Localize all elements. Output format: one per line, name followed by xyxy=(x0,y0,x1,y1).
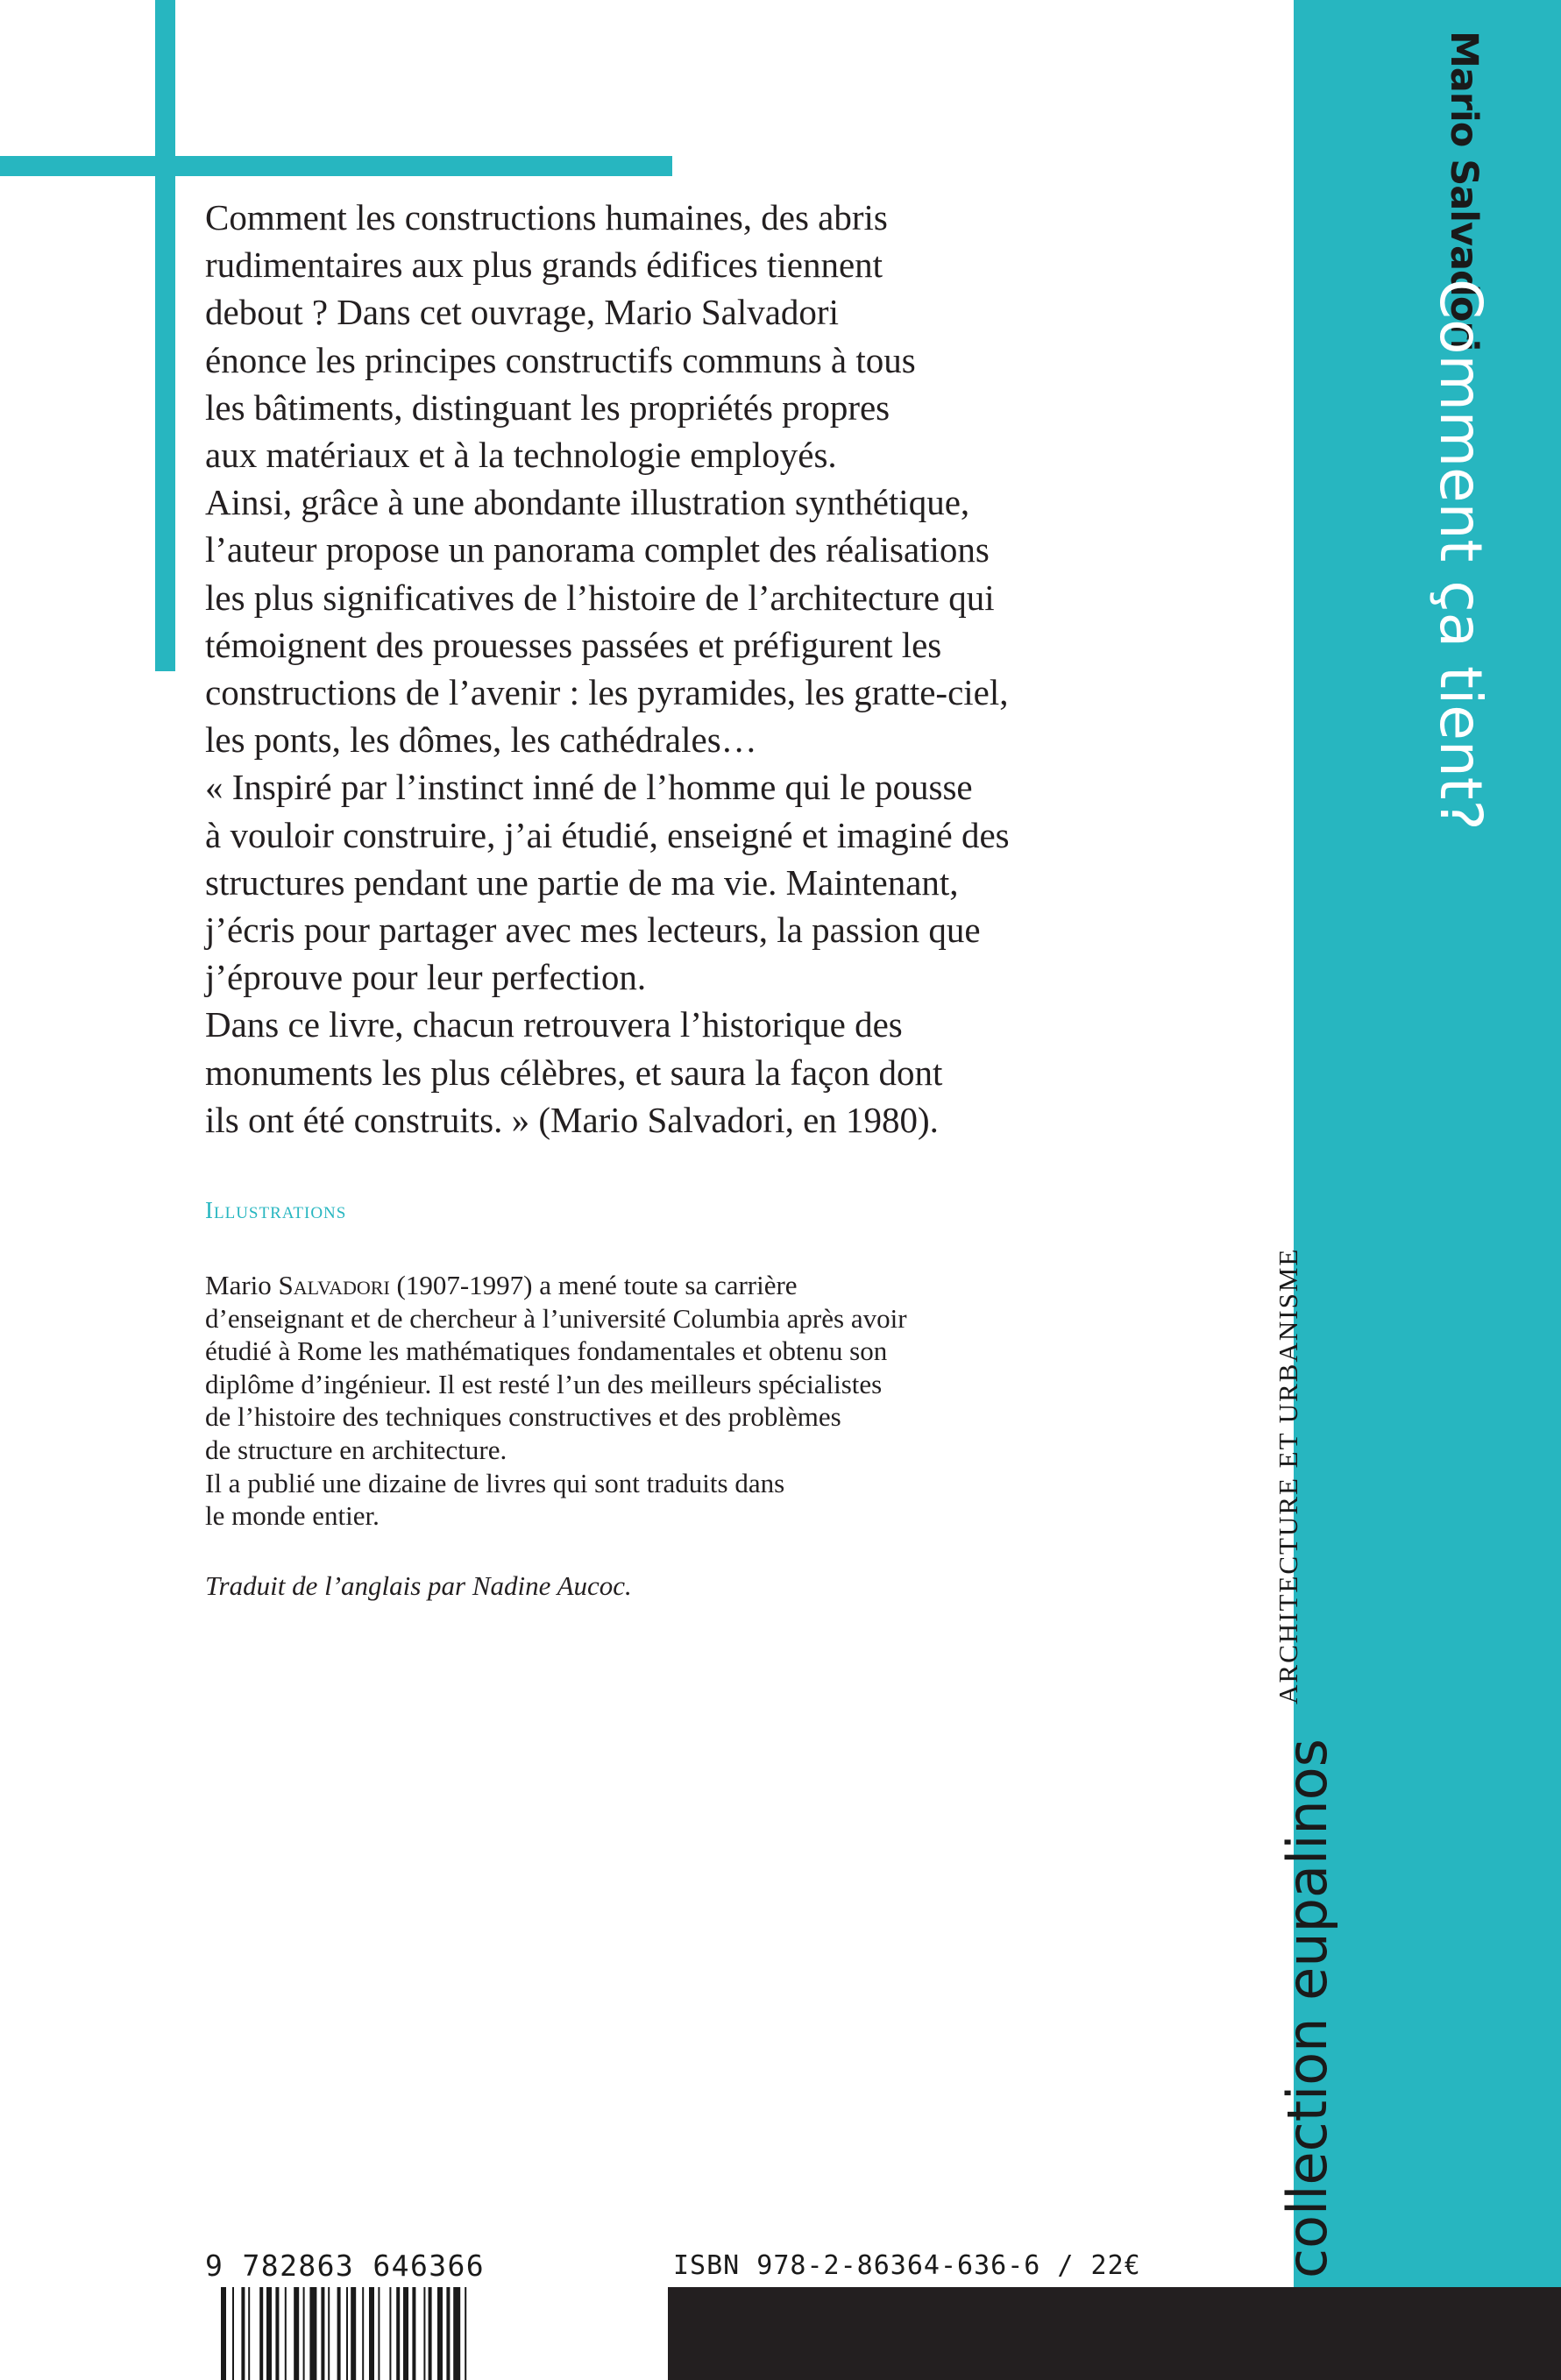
blurb-line: témoignent des prouesses passées et préfigurent les xyxy=(205,624,942,665)
teal-horizontal-bar xyxy=(0,156,672,176)
bio-line: de structure en architecture. xyxy=(205,1434,507,1465)
black-bottom-bar xyxy=(668,2287,1561,2380)
barcode-bar xyxy=(346,2287,348,2380)
barcode-bar xyxy=(221,2287,226,2380)
barcode-bar xyxy=(412,2287,415,2380)
blurb-line: debout ? Dans cet ouvrage, Mario Salvadori xyxy=(205,292,839,333)
bio-first-name: Mario xyxy=(205,1270,279,1300)
barcode-bar xyxy=(378,2287,380,2380)
blurb-line: Dans ce livre, chacun retrouvera l’historique des xyxy=(205,1004,903,1045)
bio-first-line-rest: (1907-1997) a mené toute sa carrière xyxy=(389,1270,798,1300)
bio-line: étudié à Rome les mathématiques fondamentales et obtenu son xyxy=(205,1335,888,1367)
barcode-bar xyxy=(275,2287,279,2380)
bio-line: Il a publié une dizaine de livres qui sont traduits dans xyxy=(205,1467,785,1498)
teal-vertical-bar xyxy=(155,0,175,671)
bio-line: le monde entier. xyxy=(205,1500,380,1532)
blurb-line: les ponts, les dômes, les cathédrales… xyxy=(205,719,757,761)
blurb-line: énonce les principes constructifs communs à tous xyxy=(205,339,916,380)
spine-title: Comment ça tient? xyxy=(1427,279,1494,831)
barcode-digits: 9 782863 646366 xyxy=(205,2249,486,2283)
barcode-bar xyxy=(446,2287,450,2380)
blurb-line: constructions de l’avenir : les pyramides, les gratte-ciel, xyxy=(205,672,1009,713)
barcode-bar xyxy=(396,2287,400,2380)
bio-line: diplôme d’ingénieur. Il est resté l’un des meilleurs spécialistes xyxy=(205,1368,883,1399)
blurb-line: les bâtiments, distinguant les propriétés propres xyxy=(205,386,890,428)
blurb-line: Comment les constructions humaines, des abris xyxy=(205,197,888,237)
barcode-bar xyxy=(423,2287,425,2380)
barcode-bar xyxy=(248,2287,250,2380)
isbn-price: ISBN 978-2-86364-636-6 / 22€ xyxy=(673,2250,1141,2281)
barcode-bar xyxy=(437,2287,443,2380)
collection-name: collection eupalinos xyxy=(1275,1739,1339,2278)
barcode-bar xyxy=(266,2287,272,2380)
barcode-bar xyxy=(453,2287,460,2380)
barcode-bar xyxy=(303,2287,305,2380)
barcode-bar xyxy=(328,2287,330,2380)
barcode-bar xyxy=(403,2287,408,2380)
barcode-bar xyxy=(465,2287,466,2380)
barcode-bar xyxy=(362,2287,364,2380)
blurb-line: aux matériaux et à la technologie employés. xyxy=(205,435,837,476)
series-name: ARCHITECTURE ET URBANISME xyxy=(1273,1247,1303,1704)
spine-author: Mario Salvadori xyxy=(1442,31,1486,351)
barcode-bar xyxy=(259,2287,263,2380)
back-cover-blurb xyxy=(205,194,1082,1144)
barcode-bar xyxy=(241,2287,245,2380)
blurb-line: « Inspiré par l’instinct inné de l’homme qui le pousse xyxy=(205,767,973,808)
barcode-bar xyxy=(321,2287,324,2380)
blurb-line: rudimentaires aux plus grands édifices tiennent xyxy=(205,244,883,286)
blurb-line: les plus significatives de l’histoire de l’architecture qui xyxy=(205,577,995,618)
blurb-line: monuments les plus célèbres, et saura la façon dont xyxy=(205,1052,943,1093)
barcode-bar xyxy=(429,2287,432,2380)
bio-line: de l’histoire des techniques constructives et des problèmes xyxy=(205,1401,841,1433)
bio-first-line xyxy=(205,1269,1082,1302)
author-bio xyxy=(205,1269,1082,1533)
translation-credit: Traduit de l’anglais par Nadine Aucoc. xyxy=(205,1570,632,1601)
blurb-line: à vouloir construire, j’ai étudié, enseigné et imaginé des xyxy=(205,814,1010,855)
barcode-bar xyxy=(285,2287,287,2380)
barcode-bar xyxy=(232,2287,234,2380)
barcode-icon xyxy=(221,2287,536,2380)
illustrations-label: Illustrations xyxy=(205,1197,347,1223)
bio-last-name: Salvadori xyxy=(278,1270,390,1300)
barcode-bar xyxy=(389,2287,391,2380)
barcode-bar xyxy=(294,2287,299,2380)
blurb-line: j’écris pour partager avec mes lecteurs, la passion que xyxy=(205,910,981,951)
barcode-bar xyxy=(351,2287,356,2380)
barcode-bar xyxy=(369,2287,374,2380)
blurb-line: j’éprouve pour leur perfection. xyxy=(205,957,647,998)
blurb-line: l’auteur propose un panorama complet des réalisations xyxy=(205,529,990,570)
blurb-line: structures pendant une partie de ma vie. Maintenant, xyxy=(205,861,959,903)
barcode-bar xyxy=(309,2287,316,2380)
blurb-line: Ainsi, grâce à une abondante illustration synthétique, xyxy=(205,482,970,523)
bio-line: d’enseignant et de chercheur à l’université Columbia après avoir xyxy=(205,1302,907,1334)
blurb-line: ils ont été construits. » (Mario Salvadori, en 1980). xyxy=(205,1099,939,1140)
barcode-bar xyxy=(337,2287,341,2380)
